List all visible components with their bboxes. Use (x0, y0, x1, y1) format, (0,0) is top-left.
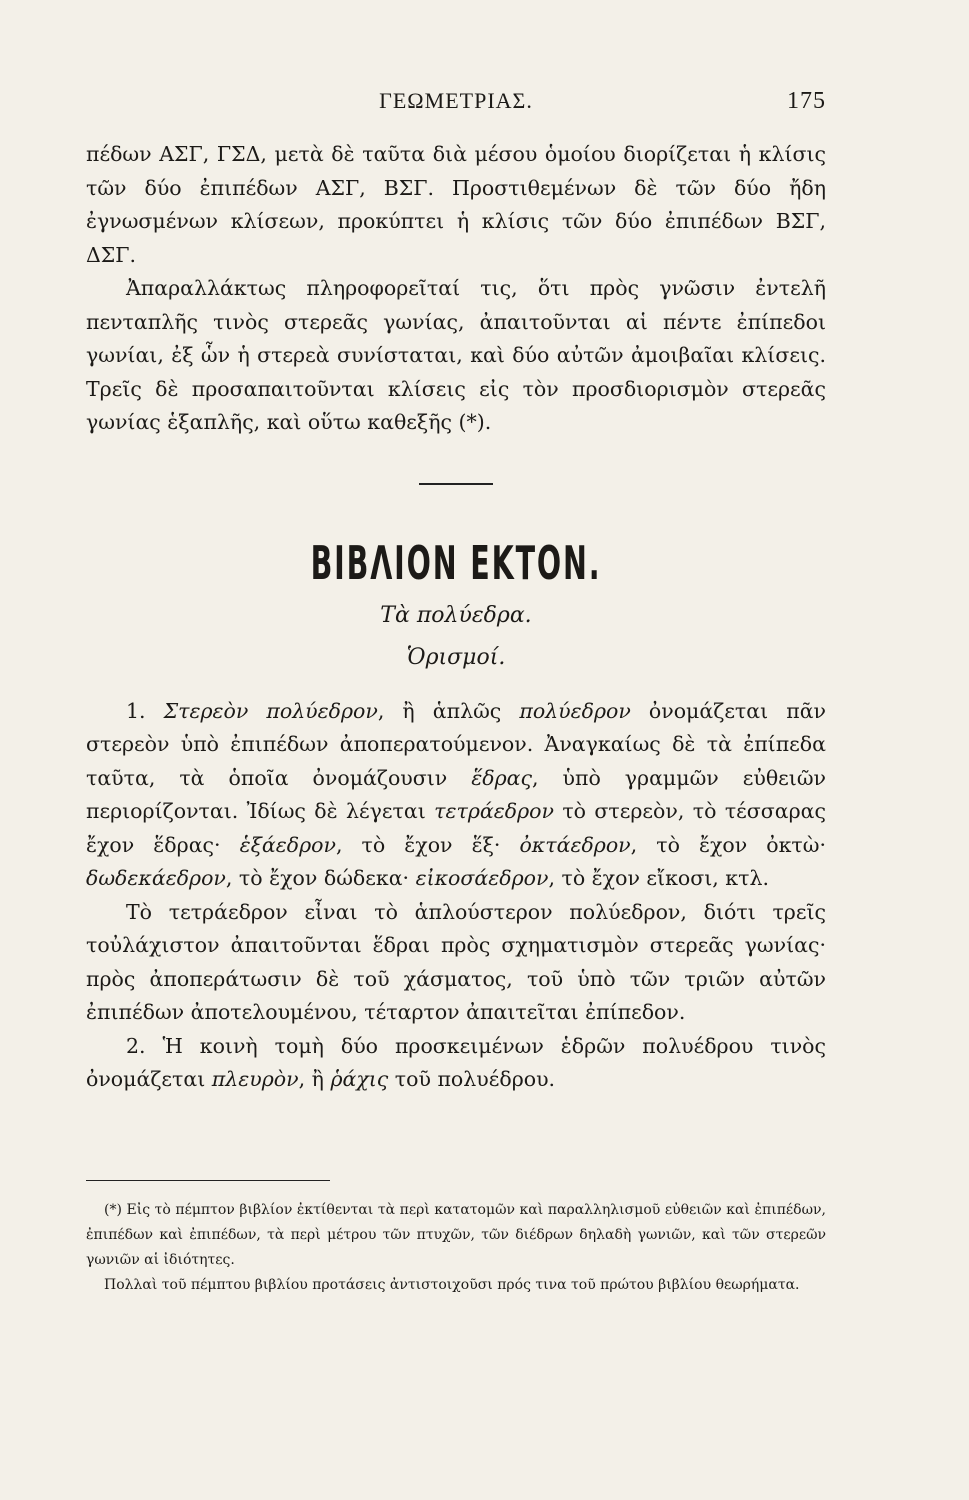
definition-text: , ἢ (298, 1067, 331, 1091)
term: πολύεδρον (519, 698, 631, 723)
definition-text: , τὸ ἔχον ὀκτὼ· (630, 832, 826, 857)
definition-text: , τὸ ἔχον δώδεκα· (225, 866, 416, 890)
definition-number: 2. (126, 1033, 146, 1058)
term: ὀκτάεδρον (519, 832, 631, 857)
definition-text: τὸ στερεὸν, τὸ τέσσαρας ἔχον ἕδρας· (86, 799, 826, 857)
footnote-paragraph-1: (*) Εἰς τὸ πέμπτον βιβλίον ἐκτίθενται τὰ περὶ κατατομῶν καὶ παραλληλισμοῦ εὐθειῶν καὶ ἐπιπέδων, ἐπιπέδων καὶ ἐπιπέδων, τὰ περὶ μέτρου τῶν πτυχῶν, τῶν διέδρων δηλαδὴ γωνιῶν, καὶ τῶν στερεῶν γωνιῶν αἱ ἰδιότητες. (86, 1202, 826, 1268)
book-subtitle: Τὰ πολύεδρα. (380, 602, 532, 628)
intro-paragraph-1: πέδων ΑΣΓ, ΓΣΔ, μετὰ δὲ ταῦτα διὰ μέσου ὁμοίου διορίζεται ἡ κλίσις τῶν δύο ἐπιπέδων ΑΣΓ, ΒΣΓ. Προστιθεμένων δὲ τῶν δύο ἤδη ἐγνωσμένων κλίσεων, προκύπτει ἡ κλίσις τῶν δύο ἐπιπέδων ΒΣΓ, ΔΣΓ. (86, 142, 826, 267)
definition-text: τοῦ πολυέδρου. (388, 1067, 556, 1091)
term: ἑξάεδρον (239, 832, 336, 857)
footnote (86, 1198, 826, 1298)
definition-2 (86, 1030, 826, 1097)
term: εἰκοσάεδρον (415, 866, 549, 890)
definition-text: ὀνομάζεται πᾶν στερεὸν ὑπὸ ἐπιπέδων ἀποπερατούμενον. Ἀναγκαίως δὲ τὰ ἐπίπεδα ταῦτα, τὰ ὁποῖα ὀνομάζουσιν (86, 698, 826, 790)
book-title: ΒΙΒΛΙΟΝ ΕΚΤΟΝ. (310, 535, 602, 590)
section-divider (419, 483, 493, 485)
footnote-rule (86, 1180, 330, 1181)
footnote-paragraph-2: Πολλαὶ τοῦ πέμπτου βιβλίου προτάσεις ἀντιστοιχοῦσι πρός τινα τοῦ πρώτου βιβλίου θεωρήματα. (104, 1277, 800, 1293)
term: ῥάχις (330, 1067, 389, 1091)
definition-1 (86, 695, 826, 896)
term: ἕδρας (471, 765, 532, 790)
intro-paragraph-2: Ἀπαραλλάκτως πληροφορεῖταί τις, ὅτι πρὸς γνῶσιν ἐντελῆ πενταπλῆς τινὸς στερεᾶς γωνίας, ἀπαιτοῦνται αἱ πέντε ἐπίπεδοι γωνίαι, ἐξ ὧν ἡ στερεὰ συνίσταται, καὶ δύο αὐτῶν ἀμοιβαῖαι κλίσεις. Τρεῖς δὲ προσαπαιτοῦνται κλίσεις εἰς τὸν προσδιορισμὸν στερεᾶς γωνίας ἑξαπλῆς, καὶ οὕτω καθεξῆς (*). (86, 276, 826, 434)
term: Στερεὸν πολύεδρον (163, 698, 378, 723)
definition-text: , τὸ ἔχον ἕξ· (335, 832, 520, 857)
definition-text: , ὑπὸ γραμμῶν εὐθειῶν περιορίζονται. Ἰδίως δὲ λέγεται (86, 765, 827, 823)
page-number: 175 (787, 88, 826, 114)
definition-text: , ἢ ἁπλῶς (377, 698, 520, 723)
term: δωδεκάεδρον (86, 866, 226, 890)
definition-number: 1. (126, 698, 146, 723)
page-body (86, 138, 826, 1097)
term: πλευρὸν (211, 1067, 299, 1091)
tetrahedron-paragraph: Τὸ τετράεδρον εἶναι τὸ ἁπλούστερον πολύεδρον, διότι τρεῖς τοὐλάχιστον ἀπαιτοῦνται ἕδραι πρὸς σχηματισμὸν στερεᾶς γωνίας· πρὸς ἀποπεράτωσιν δὲ τοῦ χάσματος, τοῦ ὑπὸ τῶν τριῶν αὐτῶν ἐπιπέδων ἀποτελουμένου, τέταρτον ἀπαιτεῖται ἐπίπεδον. (86, 899, 826, 1024)
running-title: ΓΕΩΜΕΤΡΙΑΣ. (379, 88, 533, 113)
definition-text: , τὸ ἔχον εἴκοσι, κτλ. (548, 866, 769, 890)
section-heading: Ὁρισμοί. (406, 644, 506, 670)
term: τετράεδρον (434, 799, 554, 823)
definition-text: Ἡ κοινὴ τομὴ δύο προσκειμένων ἑδρῶν πολυέδρου τινὸς ὀνομάζεται (86, 1033, 826, 1091)
running-head (86, 88, 826, 124)
